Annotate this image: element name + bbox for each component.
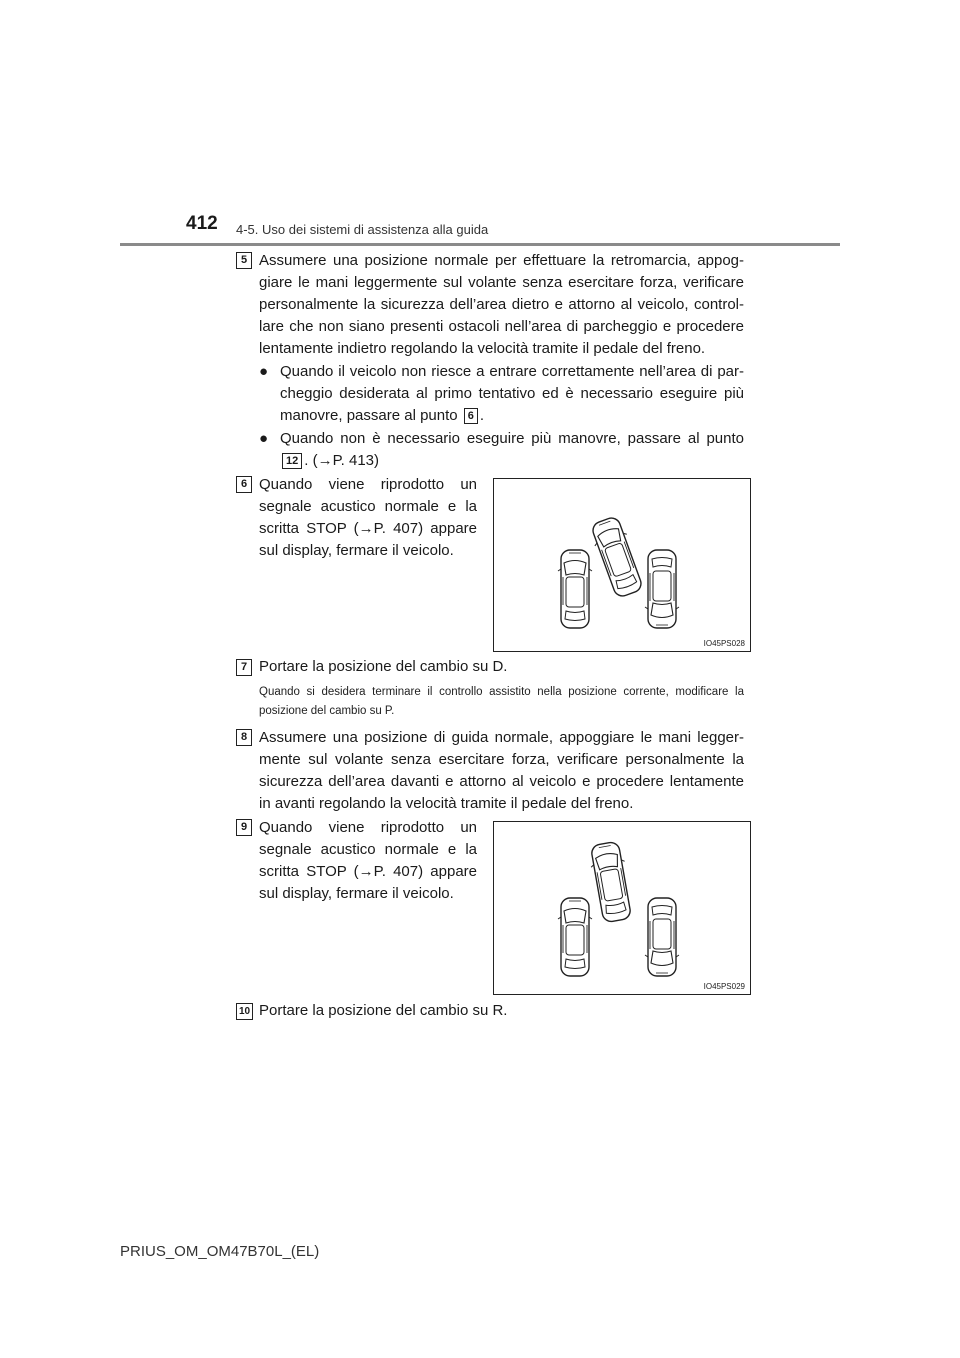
step-5-bullet-2 — [259, 428, 744, 472]
step-9-badge: 9 — [236, 819, 252, 836]
step-7-badge: 7 — [236, 659, 252, 676]
reversing-car — [588, 515, 647, 600]
bullet-dot-icon: ● — [259, 430, 269, 447]
step-9-text: Quando viene riprodotto un segnale acustico normale e la scritta STOP (→P. 407) appare sul display, fermare il veicolo. — [259, 819, 477, 902]
bullet-1-text: Quando il veicolo non riesce a entrare correttamente nell’area di par-cheggio desiderata al primo tentativo ed è necessario eseguire più manovre, passare al punto — [280, 363, 744, 424]
parked-car-right — [645, 550, 679, 628]
parked-car-left — [558, 898, 592, 976]
parking-diagram-1 — [494, 479, 750, 651]
parked-car-left — [558, 550, 592, 628]
section-title: 4-5. Uso dei sistemi di assistenza alla guida — [236, 222, 489, 237]
step-10-badge: 10 — [236, 1003, 253, 1020]
document-code: PRIUS_OM_OM47B70L_(EL) — [120, 1243, 320, 1260]
step-8-text: Assumere una posizione di guida normale, appoggiare le mani legger-mente sul volante senza esercitare forza, verificare personalmente la sicurezza dell’area davanti e attorno al veicolo e procedere lentamente in avanti regolando la velocità tramite il pedale del freno. — [259, 729, 744, 812]
bullet-2-text: Quando non è necessario eseguire più manovre, passare al punto — [280, 430, 744, 447]
step-6-text: Quando viene riprodotto un segnale acustico normale e la scritta STOP (→P. 407) appare sul display, fermare il veicolo. — [259, 476, 477, 559]
parking-diagram-2 — [494, 822, 750, 994]
figure-code-1: IO45PS028 — [703, 639, 745, 648]
bullet-dot-icon: ● — [259, 363, 269, 380]
parking-figure-1 — [493, 478, 751, 652]
step-5-text: Assumere una posizione normale per effettuare la retromarcia, appog-giare le mani leggermente sul volante senza esercitare forza, verificare personalmente la sicurezza dell’area dietro e attorno al veicolo, control-lare che non siano presenti ostacoli nell’area di parcheggio e procedere lentamente indietro regolando la velocità tramite il pedale del freno. — [259, 252, 744, 357]
parking-figure-2 — [493, 821, 751, 995]
step-6-badge: 6 — [236, 476, 252, 493]
bullet-1-after: . — [479, 407, 485, 424]
figure-code-2: IO45PS029 — [703, 982, 745, 991]
page-number: 412 — [186, 213, 218, 234]
step-8-badge: 8 — [236, 729, 252, 746]
step-ref-12-link[interactable]: 12 — [282, 453, 302, 469]
step-ref-6-link[interactable]: 6 — [464, 408, 478, 424]
step-7-note: Quando si desidera terminare il controllo assistito nella posizione corrente, modificare la posizione del cambio su P. — [259, 686, 744, 717]
bullet-2-after: . (→P. 413) — [304, 452, 380, 469]
step-7-text: Portare la posizione del cambio su D. — [259, 658, 508, 675]
parked-car-right — [645, 898, 679, 976]
header-rule — [120, 243, 840, 246]
advancing-car — [587, 841, 634, 924]
step-5-badge: 5 — [236, 252, 252, 269]
step-10-text: Portare la posizione del cambio su R. — [259, 1002, 508, 1019]
step-5-bullet-1 — [259, 361, 744, 427]
